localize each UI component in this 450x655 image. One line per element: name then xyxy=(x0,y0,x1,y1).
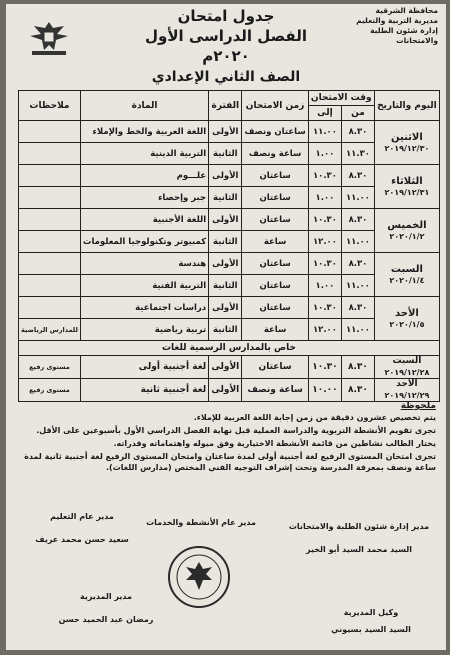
schedule-body xyxy=(19,121,440,402)
time-to: ١٠.٣٠ xyxy=(308,297,341,319)
note-cell: مستوى رفيع xyxy=(19,379,81,402)
time-to: ١٠.٣٠ xyxy=(308,165,341,187)
note-cell xyxy=(19,121,81,143)
department-label: إدارة شئون الطلبة والامتحانات xyxy=(370,26,438,45)
header-day: اليوم والتاريخ xyxy=(374,91,439,121)
note-cell xyxy=(19,231,81,253)
time-from: ١١.٠٠ xyxy=(342,187,375,209)
table-row xyxy=(19,297,440,319)
signature-title: مدير عام التعليم xyxy=(50,512,114,521)
time-to: ١٠.٠٠ xyxy=(308,379,341,402)
signature-title: مدير المديرية xyxy=(80,592,132,601)
note-cell xyxy=(19,187,81,209)
time-from: ٨.٣٠ xyxy=(342,356,375,379)
time-from: ٨.٣٠ xyxy=(342,165,375,187)
subject-name: اللغة الأجنبية xyxy=(80,209,208,231)
day-cell xyxy=(374,379,439,402)
exam-duration: ساعة xyxy=(242,319,308,341)
signature-title: مدير عام الأنشطة والخدمات xyxy=(146,518,256,527)
time-from: ١١.٠٠ xyxy=(342,275,375,297)
day-cell xyxy=(374,253,439,297)
signature-deputy xyxy=(306,608,436,634)
document-title xyxy=(126,6,326,88)
time-from: ٨.٣٠ xyxy=(342,379,375,402)
day-name: الأحد xyxy=(396,379,418,389)
note-cell xyxy=(19,275,81,297)
day-cell xyxy=(374,165,439,209)
governorate-label: محافظة الشرقية xyxy=(375,6,438,15)
table-row xyxy=(19,165,440,187)
header-duration: زمن الامتحان xyxy=(242,91,308,121)
day-name: الخميس xyxy=(387,219,427,231)
table-row xyxy=(19,209,440,231)
note-cell xyxy=(19,165,81,187)
table-row xyxy=(19,356,440,379)
note-item: تجرى امتحان المستوى الرفيع لغة أجنبية أولى لمدة ساعتان وامتحان المستوى الرفيع لغة أجنبية ثانية لمدة ساعة ونصف بمعرفة المدرسة وتحت إشراف التوجيه الفني المختص (مدارس اللغات). xyxy=(24,452,436,472)
exam-date: ٢٠٢٠/١/٥ xyxy=(389,319,425,329)
time-to: ١٢.٠٠ xyxy=(308,319,341,341)
exam-period: الأولى xyxy=(209,379,242,402)
exam-period: الثانية xyxy=(209,275,242,297)
exam-duration: ساعتان xyxy=(242,297,308,319)
signature-edu-director xyxy=(22,512,142,544)
note-item: يتم تخصيص عشرون دقيقة من زمن إجابة اللغة العربية للإملاء. xyxy=(193,413,436,422)
time-from: ١١.٣٠ xyxy=(342,143,375,165)
exam-schedule-table xyxy=(18,90,440,402)
time-to: ١٠.٣٠ xyxy=(308,356,341,379)
note-cell: للمدارس الرياضية xyxy=(19,319,81,341)
notes-section xyxy=(16,401,436,475)
exam-period: الثانية xyxy=(209,231,242,253)
exam-duration: ساعة ونصف xyxy=(242,143,308,165)
exam-period: الأولى xyxy=(209,297,242,319)
exam-period: الأولى xyxy=(209,209,242,231)
day-cell xyxy=(374,121,439,165)
subject-name: كمبيوتر وتكنولوجيا المعلومات xyxy=(80,231,208,253)
header-time: وقت الامتحان xyxy=(308,91,374,106)
exam-duration: ساعتان xyxy=(242,275,308,297)
day-cell xyxy=(374,356,439,379)
exam-period: الأولى xyxy=(209,356,242,379)
header-period: الفترة xyxy=(209,91,242,121)
day-name: الاثنين xyxy=(391,131,423,143)
table-row xyxy=(19,379,440,402)
exam-duration: ساعتان xyxy=(242,253,308,275)
exam-date: ٢٠١٩/١٢/٣٠ xyxy=(384,143,430,153)
exam-duration: ساعتان xyxy=(242,187,308,209)
exam-date: ٢٠١٩/١٢/٢٨ xyxy=(384,368,430,377)
subject-name: علـــوم xyxy=(80,165,208,187)
time-from: ٨.٣٠ xyxy=(342,253,375,275)
signature-title: وكيل المديرية xyxy=(343,608,399,617)
subject-name: لغة أجنبية ثانية xyxy=(80,379,208,402)
time-to: ١.٠٠ xyxy=(308,187,341,209)
time-from: ٨.٣٠ xyxy=(342,209,375,231)
time-from: ٨.٣٠ xyxy=(342,121,375,143)
day-cell xyxy=(374,209,439,253)
note-item: تجرى تقويم الأنشطة التربوية والدراسة العملية قبل نهاية الفصل الدراسي الأول بأسبوعين على الأقل. xyxy=(36,426,436,435)
subject-name: لغة أجنبية أولى xyxy=(80,356,208,379)
title-line-2: الفصل الدراسى الأول ٢٠٢٠م xyxy=(145,27,307,65)
exam-period: الثانية xyxy=(209,319,242,341)
exam-duration: ساعتان xyxy=(242,356,308,379)
header-from: من xyxy=(342,106,375,121)
subject-name: هندسة xyxy=(80,253,208,275)
signature-directorate-director xyxy=(46,592,166,624)
table-row xyxy=(19,253,440,275)
subject-name: التربية الدينية xyxy=(80,143,208,165)
signature-name: السيد محمد السيد أبو الخير xyxy=(306,545,412,554)
day-name: السبت xyxy=(390,263,423,275)
note-cell xyxy=(19,143,81,165)
time-to: ١٠.٣٠ xyxy=(308,209,341,231)
exam-period: الثانية xyxy=(209,143,242,165)
special-section-title: خاص بالمدارس الرسمية للغات xyxy=(19,341,440,356)
signature-name: رمضان عبد الحميد حسن xyxy=(58,615,154,624)
subject-name: جبر وإحصاء xyxy=(80,187,208,209)
time-from: ١١.٠٠ xyxy=(342,231,375,253)
day-cell xyxy=(374,297,439,341)
exam-date: ٢٠٢٠/١/٤ xyxy=(389,275,425,285)
exam-schedule-document xyxy=(6,4,446,650)
time-to: ١.٠٠ xyxy=(308,275,341,297)
notes-title: ملحوظة xyxy=(400,401,436,411)
exam-period: الأولى xyxy=(209,165,242,187)
table-row xyxy=(19,121,440,143)
time-to: ١٠.٣٠ xyxy=(308,253,341,275)
exam-duration: ساعة ونصف xyxy=(242,379,308,402)
day-name: السبت xyxy=(392,356,422,366)
note-item: يختار الطالب نشاطين من قائمة الأنشطة الاختيارية وفق ميوله واهتماماته وقدراته. xyxy=(113,439,436,448)
note-cell xyxy=(19,209,81,231)
subject-name: تربية رياضية xyxy=(80,319,208,341)
exam-duration: ساعتان xyxy=(242,165,308,187)
time-from: ٨.٣٠ xyxy=(342,297,375,319)
exam-period: الثانية xyxy=(209,187,242,209)
exam-period: الأولى xyxy=(209,253,242,275)
subject-name: التربية الفنية xyxy=(80,275,208,297)
signature-exams-director xyxy=(274,522,444,554)
grade-title: الصف الثاني الإعدادي xyxy=(151,69,301,85)
signature-title: مدير إدارة شئون الطلبة والامتحانات xyxy=(288,522,430,531)
time-to: ١٢.٠٠ xyxy=(308,231,341,253)
signature-activities-director xyxy=(136,518,266,527)
official-stamp-icon xyxy=(166,544,232,610)
exam-duration: ساعتان ونصف xyxy=(242,121,308,143)
note-cell xyxy=(19,253,81,275)
exam-period: الأولى xyxy=(209,121,242,143)
day-name: الأحد xyxy=(394,307,419,319)
note-cell: مستوى رفيع xyxy=(19,356,81,379)
exam-duration: ساعة xyxy=(242,231,308,253)
time-to: ١.٠٠ xyxy=(308,143,341,165)
day-name: الثلاثاء xyxy=(391,175,423,187)
exam-duration: ساعتان xyxy=(242,209,308,231)
subject-name: دراسات اجتماعية xyxy=(80,297,208,319)
exam-date: ٢٠١٩/١٢/٣١ xyxy=(384,187,430,197)
header-notes: ملاحظات xyxy=(19,91,81,121)
signature-name: السيد السيد بسيوني xyxy=(331,625,411,634)
exam-date: ٢٠١٩/١٢/٢٩ xyxy=(384,391,430,400)
ministry-header xyxy=(326,6,438,46)
directorate-label: مديرية التربية والتعليم xyxy=(356,16,438,25)
note-cell xyxy=(19,297,81,319)
subject-name: اللغة العربية والخط والإملاء xyxy=(80,121,208,143)
header-subject: المادة xyxy=(80,91,208,121)
eagle-emblem-icon xyxy=(24,18,74,58)
exam-date: ٢٠٢٠/١/٢ xyxy=(389,231,425,241)
time-to: ١١.٠٠ xyxy=(308,121,341,143)
header-to: إلى xyxy=(308,106,341,121)
title-line-1: جدول امتحان xyxy=(177,7,275,25)
signature-name: سعيد حسن محمد عريف xyxy=(35,535,129,544)
special-section-row xyxy=(19,341,440,356)
time-from: ١١.٠٠ xyxy=(342,319,375,341)
